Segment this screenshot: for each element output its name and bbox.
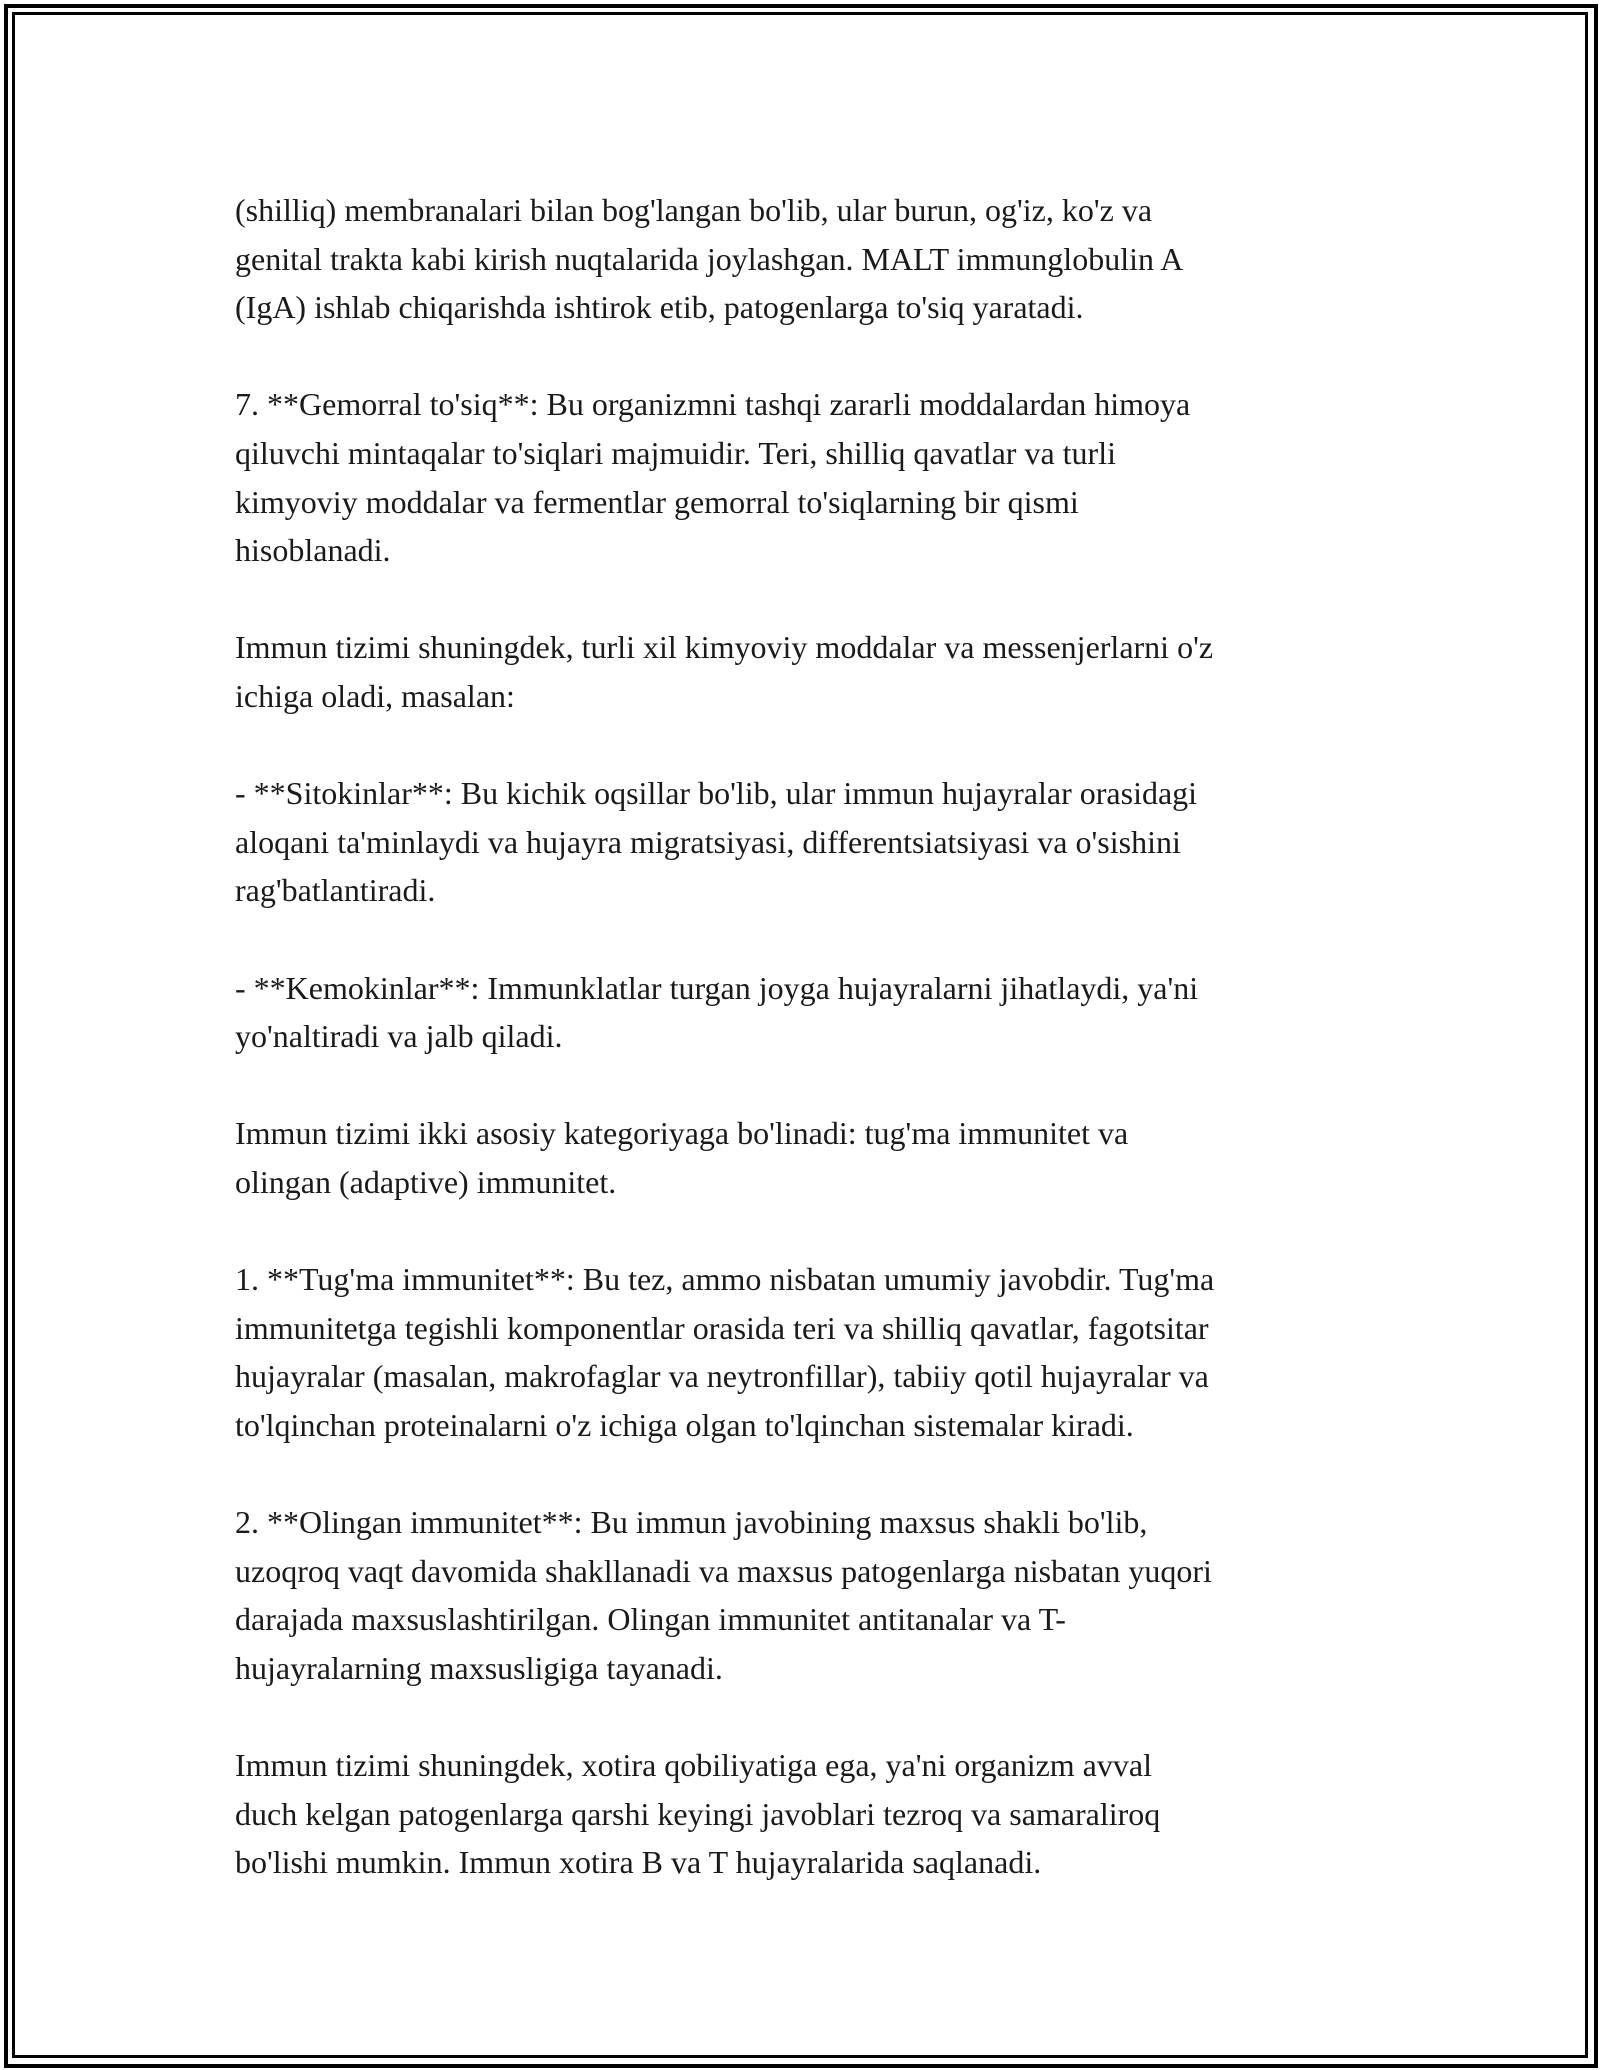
text-line: - **Sitokinlar**: Bu kichik oqsillar bo'lib, ular immun hujayralar orasidagi xyxy=(235,775,1198,812)
text-line: to'lqinchan proteinalarni o'z ichiga olgan to'lqinchan sistemalar kiradi. xyxy=(235,1406,1134,1443)
text-line: rag'batlantiradi. xyxy=(235,872,436,909)
text-line: Immun tizimi shuningdek, turli xil kimyoviy moddalar va messenjerlarni o'z xyxy=(235,629,1214,666)
text-line: yo'naltiradi va jalb qiladi. xyxy=(235,1018,563,1055)
paragraph-kategoriyalar xyxy=(235,1109,1370,1206)
text-line: qiluvchi mintaqalar to'siqlari majmuidir. Teri, shilliq qavatlar va turli xyxy=(235,434,1116,471)
text-line: (shilliq) membranalari bilan bog'langan bo'lib, ular burun, og'iz, ko'z va xyxy=(235,192,1153,228)
paragraph-immun-xotira xyxy=(235,1741,1370,1887)
text-line: duch kelgan patogenlarga qarshi keyingi javoblari tezroq va samaraliroq xyxy=(235,1795,1161,1832)
text-line: 1. **Tug'ma immunitet**: Bu tez, ammo nisbatan umumiy javobdir. Tug'ma xyxy=(235,1261,1215,1298)
text-line: bo'lishi mumkin. Immun xotira B va T hujayralarida saqlanadi. xyxy=(235,1844,1042,1881)
paragraph-malt-continued xyxy=(235,186,1370,332)
paragraph-sitokinlar xyxy=(235,769,1370,915)
text-line: uzoqroq vaqt davomida shakllanadi va maxsus patogenlarga nisbatan yuqori xyxy=(235,1552,1212,1589)
paragraph-immun-kimyoviy xyxy=(235,623,1370,720)
text-line: immunitetga tegishli komponentlar orasida teri va shilliq qavatlar, fagotsitar xyxy=(235,1309,1209,1346)
text-line: genital trakta kabi kirish nuqtalarida joylashgan. MALT immunglobulin A xyxy=(235,240,1184,277)
text-line: olingan (adaptive) immunitet. xyxy=(235,1163,617,1200)
text-line: hujayralar (masalan, makrofaglar va neytronfillar), tabiiy qotil hujayralar va xyxy=(235,1358,1209,1395)
paragraph-gemorral-tosiq xyxy=(235,380,1370,574)
text-line: ichiga oladi, masalan: xyxy=(235,677,515,714)
document-body xyxy=(235,186,1370,1935)
paragraph-olingan-immunitet xyxy=(235,1498,1370,1692)
text-line: - **Kemokinlar**: Immunklatlar turgan joyga hujayralarni jihatlaydi, ya'ni xyxy=(235,969,1199,1006)
paragraph-kemokinlar xyxy=(235,964,1370,1061)
text-line: (IgA) ishlab chiqarishda ishtirok etib, patogenlarga to'siq yaratadi. xyxy=(235,289,1084,326)
text-line: Immun tizimi ikki asosiy kategoriyaga bo'linadi: tug'ma immunitet va xyxy=(235,1115,1129,1152)
text-line: darajada maxsuslashtirilgan. Olingan immunitet antitanalar va T- xyxy=(235,1601,1066,1638)
text-line: kimyoviy moddalar va fermentlar gemorral to'siqlarning bir qismi xyxy=(235,483,1079,520)
text-line: hisoblanadi. xyxy=(235,532,391,569)
paragraph-tugma-immunitet xyxy=(235,1255,1370,1449)
text-line: hujayralarning maxsusligiga tayanadi. xyxy=(235,1649,723,1686)
text-line: 7. **Gemorral to'siq**: Bu organizmni tashqi zararli moddalardan himoya xyxy=(235,386,1191,423)
text-line: aloqani ta'minlaydi va hujayra migratsiyasi, differentsiatsiyasi va o'sishini xyxy=(235,823,1181,860)
text-line: 2. **Olingan immunitet**: Bu immun javobining maxsus shakli bo'lib, xyxy=(235,1504,1148,1541)
text-line: Immun tizimi shuningdek, xotira qobiliyatiga ega, ya'ni organizm avval xyxy=(235,1747,1152,1783)
